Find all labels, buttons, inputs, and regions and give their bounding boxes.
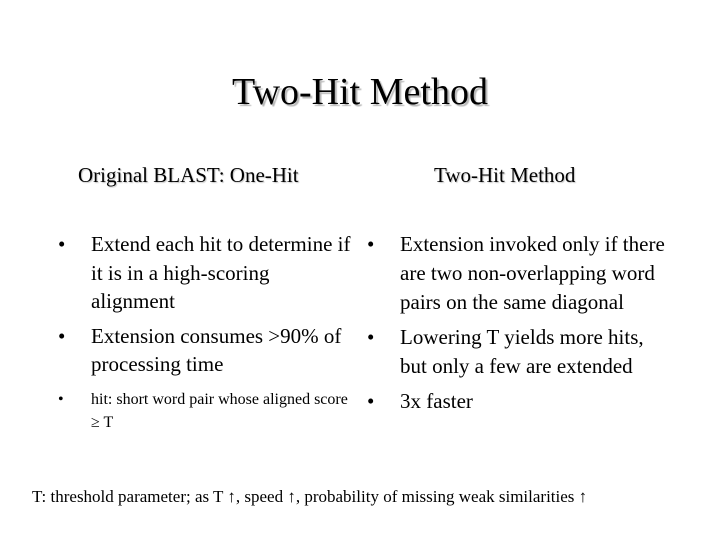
bullet-icon: • (58, 323, 66, 348)
bullet-icon: • (58, 390, 64, 408)
bullet-icon: • (367, 325, 375, 349)
hit-definition-note: hit: short word pair whose aligned score ≥ T (91, 390, 348, 431)
slide-title: Two-Hit Method (232, 71, 488, 113)
bullet-item (367, 230, 667, 317)
bullet-icon: • (367, 389, 375, 413)
bullet-item (58, 322, 358, 379)
footer-note: T: threshold parameter; as T ↑, speed ↑, probability of missing weak similarities ↑ (32, 487, 588, 506)
bullet-text: Lowering T yields more hits, but only a few are extended (400, 325, 644, 378)
bullet-icon: • (367, 232, 375, 256)
bullet-item (367, 323, 667, 381)
bullet-item (58, 230, 358, 316)
right-bullet-list (367, 230, 667, 416)
bullet-icon: • (58, 232, 66, 256)
bullet-text: Extension consumes >90% of processing time (91, 323, 342, 376)
bullet-text: Extension invoked only if there are two non-overlapping word pairs on the same diagonal (400, 232, 665, 314)
bullet-item (367, 387, 667, 416)
left-column-heading: Original BLAST: One-Hit (78, 163, 299, 187)
right-column-heading: Two-Hit Method (434, 163, 576, 187)
bullet-item-note (58, 388, 358, 434)
left-bullet-list (58, 230, 358, 434)
bullet-text: 3x faster (400, 389, 473, 413)
bullet-text: Extend each hit to determine if it is in a high-scoring alignment (91, 232, 351, 313)
